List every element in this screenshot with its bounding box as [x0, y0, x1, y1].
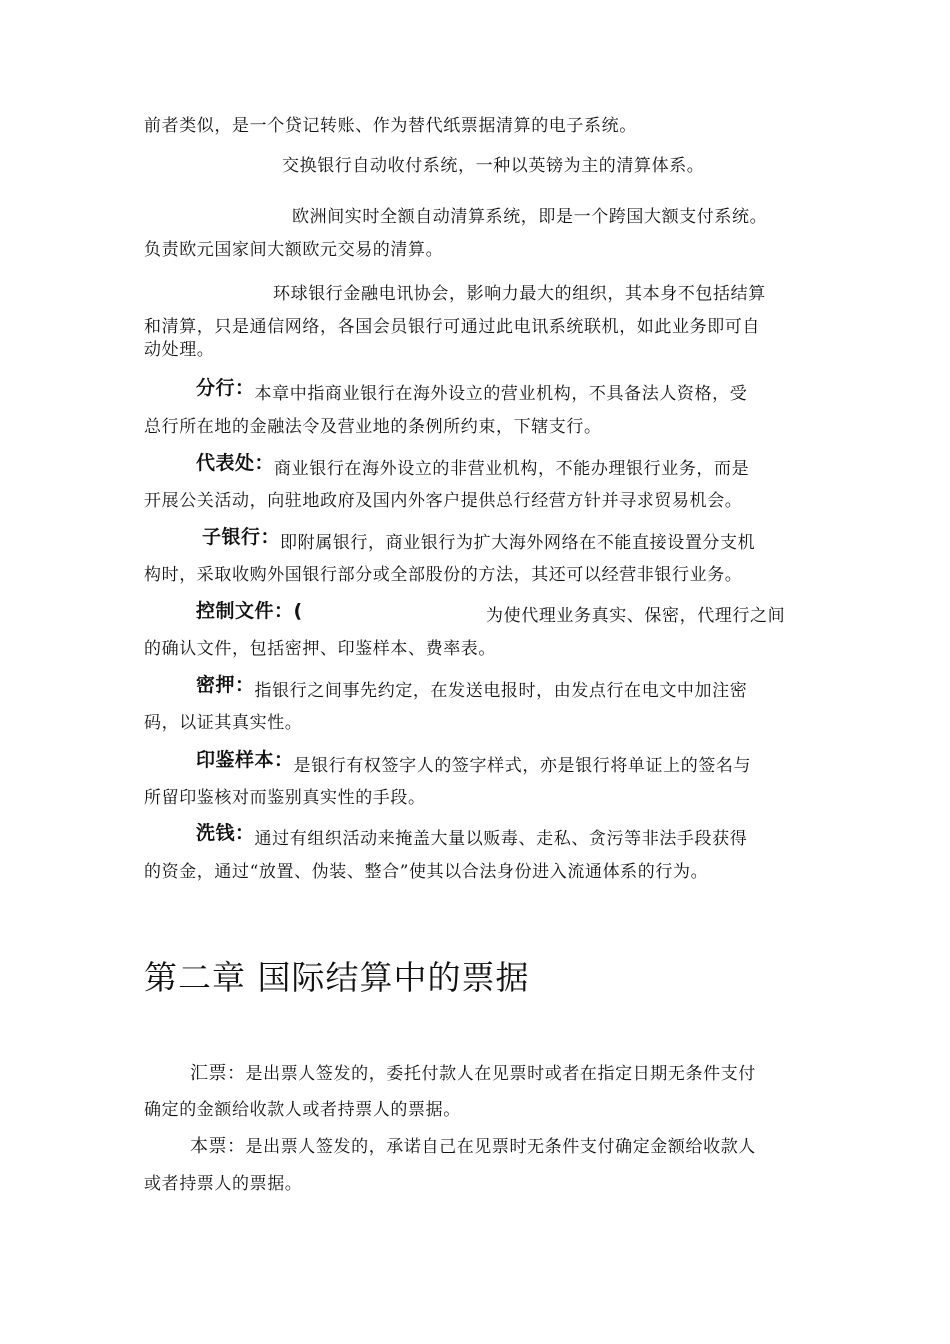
- definition-line: [196, 377, 748, 404]
- definition-line: [196, 749, 752, 776]
- definition-line: [202, 526, 756, 553]
- definition-line: 的资金，通过“放置、伪装、整合”使其以合法身份进入流通体系的行为。: [144, 862, 709, 882]
- paragraph-line: 负责欧元国家间大额欧元交易的清算。: [144, 240, 444, 260]
- definition-term: 分行：: [196, 377, 255, 399]
- definition-text: 是银行有权签字人的签字样式，亦是银行将单证上的签名与: [293, 756, 752, 776]
- definition-term: 汇票：: [190, 1063, 246, 1084]
- definition-line: 开展公关活动，向驻地政府及国内外客户提供总行经营方针并寻求贸易机会。: [144, 491, 743, 511]
- paragraph-line: 欧洲间实时全额自动清算系统，即是一个跨国大额支付系统。: [292, 207, 768, 227]
- definition-term: 代表处：: [196, 452, 275, 474]
- paragraph-line: 动处理。: [144, 340, 215, 360]
- definition-term: 洗钱：: [196, 822, 255, 844]
- definition-line: 码，以证其真实性。: [144, 713, 303, 733]
- definition-text: 为使代理业务真实、保密，代理行之间: [486, 606, 786, 626]
- definition-text: 是出票人签发的，委托付款人在见票时或者在指定日期无条件支付: [245, 1064, 756, 1084]
- definition-line: [190, 1064, 756, 1084]
- definition-line: [190, 1137, 756, 1157]
- definition-text: 指银行之间事先约定，在发送电报时，由发点行在电文中加注密: [254, 681, 748, 701]
- definition-text: 本章中指商业银行在海外设立的营业机构，不具备法人资格，受: [254, 384, 748, 404]
- chapter-title: 第二章 国际结算中的票据: [144, 958, 530, 997]
- definition-line: [196, 822, 748, 849]
- definition-term: 控制文件：(: [196, 600, 303, 622]
- definition-line: [196, 600, 303, 627]
- paragraph-line: 前者类似，是一个贷记转账、作为替代纸票据清算的电子系统。: [144, 116, 637, 136]
- definition-line: 或者持票人的票据。: [144, 1174, 303, 1194]
- definition-text: 商业银行在海外设立的非营业机构，不能办理银行业务，而是: [274, 459, 750, 479]
- definition-line: 总行所在地的金融法令及营业地的条例所约束，下辖支行。: [144, 417, 602, 437]
- definition-term: 密押：: [196, 674, 255, 696]
- definition-line: 所留印鉴核对而鉴别真实性的手段。: [144, 788, 426, 808]
- paragraph-line: 交换银行自动收付系统，一种以英镑为主的清算体系。: [282, 156, 705, 176]
- definition-line: [196, 452, 750, 479]
- definition-term: 本票：: [190, 1136, 246, 1157]
- definition-term: 子银行：: [202, 526, 281, 548]
- definition-line: 确定的金额给收款人或者持票人的票据。: [144, 1100, 461, 1120]
- definition-line: 的确认文件，包括密押、印鉴样本、费率表。: [144, 639, 496, 659]
- definition-line: 构时，采取收购外国银行部分或全部股份的方法，其还可以经营非银行业务。: [144, 565, 743, 585]
- definition-text: 通过有组织活动来掩盖大量以贩毒、走私、贪污等非法手段获得: [254, 829, 748, 849]
- paragraph-line: 环球银行金融电讯协会，影响力最大的组织，其本身不包括结算: [273, 284, 766, 304]
- definition-text: 是出票人签发的，承诺自己在见票时无条件支付确定金额给收款人: [245, 1137, 756, 1157]
- paragraph-line: 和清算，只是通信网络，各国会员银行可通过此电讯系统联机，如此业务即可自: [144, 317, 760, 337]
- definition-line: [196, 674, 748, 701]
- definition-term: 印鉴样本：: [196, 749, 294, 771]
- definition-text: 即附属银行，商业银行为扩大海外网络在不能直接设置分支机: [280, 533, 756, 553]
